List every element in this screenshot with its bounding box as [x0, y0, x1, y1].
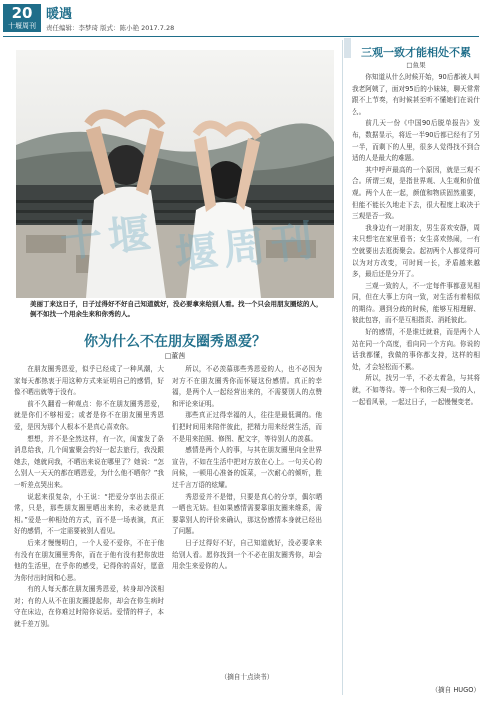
paragraph: 有的人每天都在朋友圈秀恩爱，转身却冷淡相对；有的人从不在朋友圈提起你，却会在你生病时守在床边，在你难过时陪你说话。爱情的样子，本就千差万别。 — [14, 585, 164, 629]
paragraph: 在朋友圈秀恩爱，似乎已经成了一种风潮，大家每天都热衷于用这种方式来证明自己的感情，好像不晒出就等于没有。 — [14, 365, 164, 397]
side-article-body — [352, 72, 480, 677]
paragraph: 好的感情，不是谁迁就谁，而是两个人站在同一个高度，看向同一个方向。你说的话我都懂，我做的事你都支持，这样的相处，才会轻松而不累。 — [352, 328, 480, 371]
paragraph: 其中呼声最高的一个原因，就是三观不合。所谓三观，是指世界观、人生观和价值观。两个人在一起，颜值和物质固然重要，但能不能长久地走下去，很大程度上取决于三观是否一致。 — [352, 165, 480, 221]
paragraph: 感情是两个人的事，与其在朋友圈里向全世界宣告，不如在生活中把对方放在心上。一句关心的问候，一顿用心准备的饭菜，一次耐心的倾听，胜过千言万语的炫耀。 — [172, 446, 322, 489]
article-column-2 — [172, 364, 322, 664]
article-title: 你为什么不在朋友圈秀恩爱？ — [84, 334, 266, 350]
paragraph: 后来才慢慢明白，一个人爱不爱你，不在于他有没有在朋友圈里秀你，而在于他有没有把你放进他的生活里，在乎你的感受，记得你的喜好，愿意为你付出时间和心思。 — [14, 538, 164, 582]
article-column-1 — [14, 364, 164, 684]
article-author: □董茜 — [164, 352, 186, 360]
paragraph: 前几天一份《中国90后脱单报告》发布，数据显示，将近一半90后都已经有了另一半，而剩下的人里，很多人觉得找不到合适的人是最大的难题。 — [352, 119, 480, 163]
editor-meta: 责任编辑：李梦琦 版式：陈小艳 2017.7.28 — [46, 24, 175, 32]
watermark-right: 堰周刊 — [173, 215, 322, 280]
watermark-left: 十堰 — [57, 208, 159, 267]
page-number: 20 — [11, 4, 33, 22]
article-source: （摘自十点读书） — [220, 673, 274, 681]
column-divider — [342, 40, 343, 695]
paragraph: 前不久翻看一种观点：你不在朋友圈秀恩爱，就是你们不够相爱；或者是你不在朋友圈里秀恩爱，是因为那个人根本不是真心喜欢你。 — [14, 399, 164, 431]
photo-caption: 美丽丁来这日子，日子过得好不好自己知道就好，没必要拿来给别人看。找一个只会用朋友圈炫的人，倒不如找一个用余生来和你秀的人。 — [30, 300, 323, 318]
side-article-author: □鱼果 — [406, 61, 426, 69]
paragraph: 想想，并不是全然这样，有一次，闺蜜发了条消息给我，几个闺蜜聚会约好一起去旅行，我没跟她去，她就问我，不晒出来说在哪里了？她说：“怎么别人一天天的都在晒恩爱，为什么他不晒你？”我一听差点哭出来。 — [14, 434, 164, 489]
page-number-badge — [3, 4, 41, 32]
side-article-title: 三观一致才能相处不累 — [361, 46, 471, 59]
header-tab-accent — [344, 38, 351, 58]
paragraph: 你知道从什么时候开始，90后都被人叫我老阿姨了，面对95后的小妹妹，聊天常常跟不上节奏，有时候甚至听不懂她们在说什么。 — [352, 73, 480, 116]
header-rule — [3, 36, 479, 37]
paragraph: 三观一致的人，不一定每件事都意见相同，但在大事上方向一致，对生活有着相似的期待。遇到分歧的时候，能够互相理解、彼此包容，而不是互相指责、消耗彼此。 — [352, 281, 480, 325]
page-header — [0, 0, 482, 38]
paragraph: 说起来很复杂，小王说：“把爱分享出去很正常，只是，那些朋友圈里晒出来的，未必就是真相。”爱是一种相处的方式，而不是一场表演，真正好的感情，不一定需要被别人看见。 — [14, 492, 164, 536]
edition-label: 十堰周刊 — [8, 22, 36, 30]
paragraph: 日子过得好不好，自己知道就好，没必要拿来给别人看。愿你找到一个不必在朋友圈秀你，却会用余生来爱你的人。 — [172, 538, 322, 571]
paragraph: 所以，找另一半，不必太着急，与其将就，不如等待。等一个和你三观一致的人，一起看风景，一起过日子，一起慢慢变老。 — [352, 374, 480, 406]
paragraph: 我身边有一对朋友，男生喜欢安静，周末只想宅在家里看书；女生喜欢热闹，一有空就要出去逛街聚会。起初两个人都觉得可以为对方改变，可时间一长，矛盾越来越多，最后还是分开了。 — [352, 223, 480, 279]
section-title: 暖遇 — [46, 7, 73, 22]
paragraph: 所以，不必羡慕那些秀恩爱的人，也不必因为对方不在朋友圈秀你而怀疑这份感情。真正的幸福，是两个人一起经营出来的，不需要别人的点赞和评论来证明。 — [172, 365, 322, 408]
side-article-source: （摘自 HUGO） — [431, 686, 480, 694]
paragraph: 那些真正过得幸福的人，往往是最低调的。他们把时间用来陪伴彼此，把精力用来经营生活，而不是用来拍照、修图、配文字，等待别人的羡慕。 — [172, 411, 322, 443]
paragraph: 秀恩爱并不是错，只要是真心的分享，偶尔晒一晒也无妨。但如果感情需要靠朋友圈来维系，需要靠别人的评价来确认，那这份感情本身就已经出了问题。 — [172, 492, 322, 536]
